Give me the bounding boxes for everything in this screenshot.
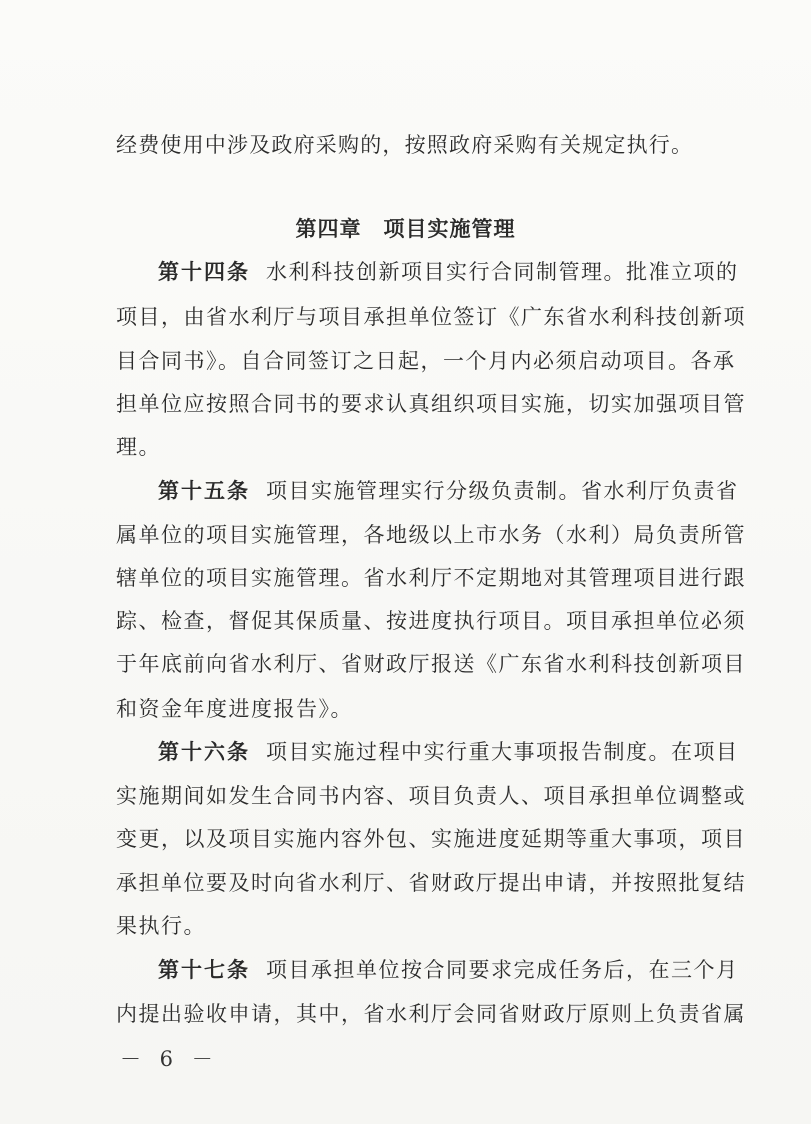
article-17-line-1: 第十七条 项目承担单位按合同要求完成任务后，在三个月 bbox=[158, 958, 739, 982]
intro-line: 经费使用中涉及政府采购的，按照政府采购有关规定执行。 bbox=[116, 133, 694, 157]
article-14-line-2: 项目，由省水利厅与项目承担单位签订《广东省水利科技创新项 bbox=[116, 305, 746, 329]
article-17-lead: 第十七条 bbox=[158, 958, 250, 982]
article-15-line-4: 踪、检查，督促其保质量、按进度执行项目。项目承担单位必须 bbox=[116, 609, 746, 633]
article-16-line-3: 变更，以及项目实施内容外包、实施进度延期等重大事项，项目 bbox=[116, 827, 746, 851]
article-14-line-4: 担单位应按照合同书的要求认真组织项目实施，切实加强项目管 bbox=[116, 392, 746, 416]
article-15-line-6: 和资金年度进度报告》。 bbox=[116, 697, 353, 721]
article-15-line-1: 第十五条 项目实施管理实行分级负责制。省水利厅负责省 bbox=[158, 479, 739, 503]
article-15-line-2: 属单位的项目实施管理，各地级以上市水务（水利）局负责所管 bbox=[116, 523, 746, 547]
article-16-line-2: 实施期间如发生合同书内容、项目负责人、项目承担单位调整或 bbox=[116, 784, 746, 808]
article-16-line-4: 承担单位要及时向省水利厅、省财政厅提出申请，并按照批复结 bbox=[116, 871, 746, 895]
article-17-line-2: 内提出验收申请，其中，省水利厅会同省财政厅原则上负责省属 bbox=[116, 1002, 746, 1026]
article-15-line-3: 辖单位的项目实施管理。省水利厅不定期地对其管理项目进行跟 bbox=[116, 566, 746, 590]
article-16-line-5: 果执行。 bbox=[116, 914, 206, 938]
page-number: － 6 － bbox=[120, 1047, 219, 1071]
article-14-line-5: 理。 bbox=[116, 435, 161, 459]
article-15-lead: 第十五条 bbox=[158, 479, 250, 503]
article-14-line-1: 第十四条 水利科技创新项目实行合同制管理。批准立项的 bbox=[158, 260, 739, 284]
article-15-line-5: 于年底前向省水利厅、省财政厅报送《广东省水利科技创新项目 bbox=[116, 652, 746, 676]
article-14-lead: 第十四条 bbox=[158, 260, 250, 284]
article-16-line-1: 第十六条 项目实施过程中实行重大事项报告制度。在项目 bbox=[158, 740, 739, 764]
article-14-line-3: 目合同书》。自合同签订之日起，一个月内必须启动项目。各承 bbox=[116, 349, 736, 373]
article-16-lead: 第十六条 bbox=[158, 740, 250, 764]
chapter-title: 第四章 项目实施管理 bbox=[295, 217, 516, 241]
